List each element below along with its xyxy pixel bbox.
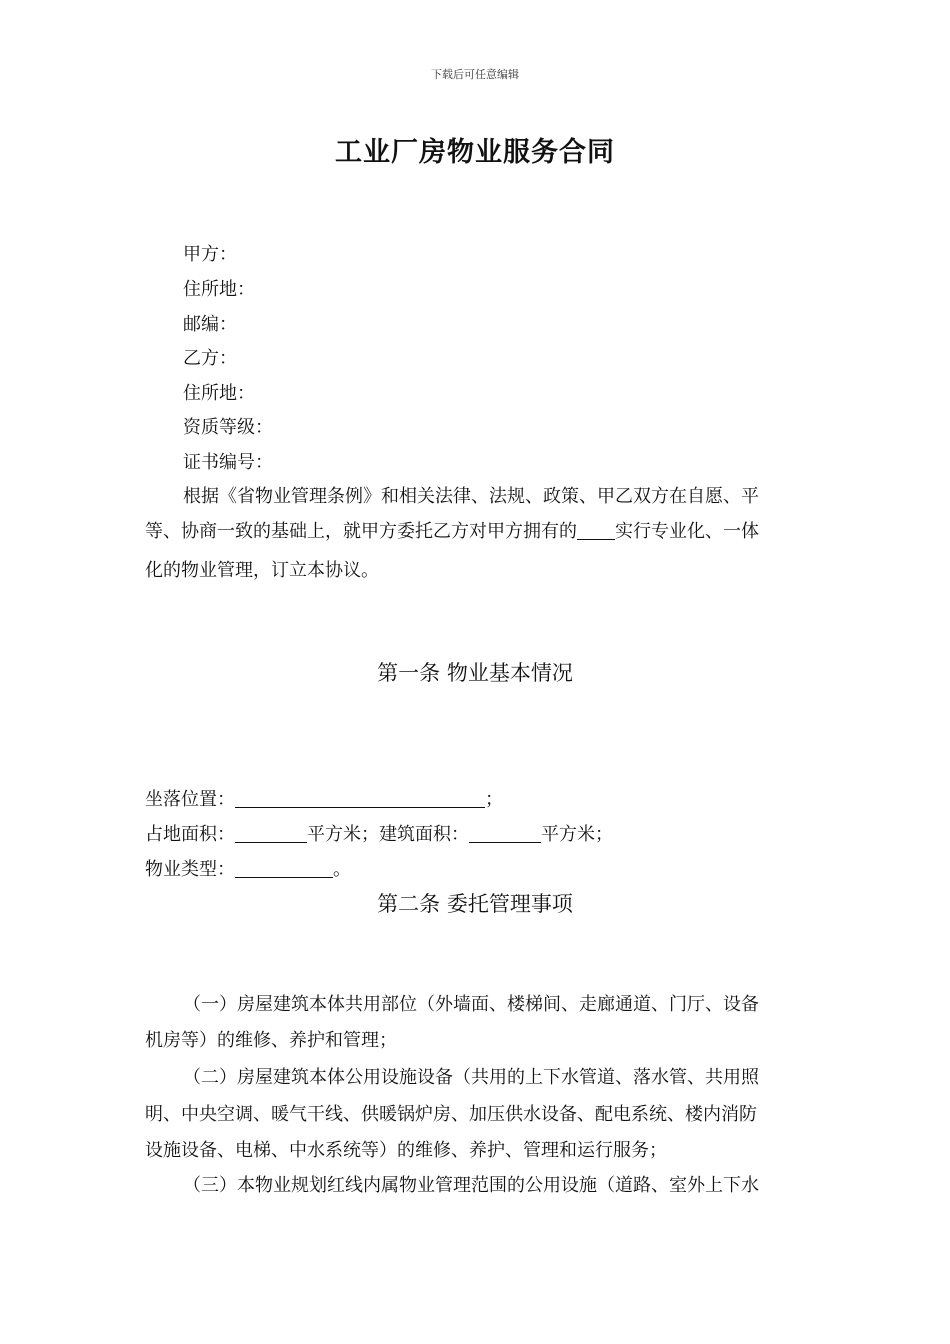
intro-line-3: 化的物业管理，订立本协议。: [145, 560, 379, 581]
land-area-unit: 平方米；: [307, 824, 379, 845]
property-name-blank: [577, 523, 615, 540]
article-2-heading: 第二条 委托管理事项: [377, 892, 573, 916]
area-line: [145, 820, 613, 846]
property-type-label: 物业类型：: [145, 859, 235, 880]
qualification-level-label: 资质等级：: [183, 417, 273, 438]
location-blank: [235, 791, 485, 808]
intro-line-2-end: 实行专业化、一体: [615, 521, 759, 542]
item-3-line-1: （三）本物业规划红线内属物业管理范围的公用设施（道路、室外上下水: [183, 1175, 759, 1196]
building-area-blank: [469, 826, 541, 843]
party-b-address-label: 住所地：: [183, 383, 255, 404]
document-title: 工业厂房物业服务合同: [335, 137, 615, 168]
header-note: 下载后可任意编辑: [431, 68, 519, 81]
item-2-line-2: 明、中央空调、暖气干线、供暖锅炉房、加压供水设备、配电系统、楼内消防: [145, 1104, 757, 1125]
property-type-end: 。: [333, 859, 351, 880]
building-area-unit: 平方米；: [541, 824, 613, 845]
intro-line-2-start: 等、协商一致的基础上，就甲方委托乙方对甲方拥有的: [145, 521, 577, 542]
intro-line-2: [145, 517, 759, 543]
party-a-postcode-label: 邮编：: [183, 314, 237, 335]
property-type-line: [145, 855, 351, 881]
land-area-label: 占地面积：: [145, 824, 235, 845]
intro-line-1: 根据《省物业管理条例》和相关法律、法规、政策、甲乙双方在自愿、平: [183, 486, 759, 507]
article-1-heading: 第一条 物业基本情况: [377, 661, 573, 685]
location-label: 坐落位置：: [145, 789, 235, 810]
building-area-label: 建筑面积：: [379, 824, 469, 845]
location-line: [145, 785, 503, 811]
item-2-line-3: 设施设备、电梯、中水系统等）的维修、养护、管理和运行服务；: [145, 1140, 667, 1161]
property-type-blank: [235, 861, 333, 878]
item-1-line-1: （一）房屋建筑本体共用部位（外墙面、楼梯间、走廊通道、门厅、设备: [183, 994, 759, 1015]
land-area-blank: [235, 826, 307, 843]
party-a-address-label: 住所地：: [183, 279, 255, 300]
location-end: ；: [485, 789, 503, 810]
certificate-number-label: 证书编号：: [183, 452, 273, 473]
party-a-label: 甲方：: [183, 244, 237, 265]
item-2-line-1: （二）房屋建筑本体公用设施设备（共用的上下水管道、落水管、共用照: [183, 1067, 759, 1088]
party-b-label: 乙方：: [183, 348, 237, 369]
item-1-line-2: 机房等）的维修、养护和管理；: [145, 1030, 397, 1051]
